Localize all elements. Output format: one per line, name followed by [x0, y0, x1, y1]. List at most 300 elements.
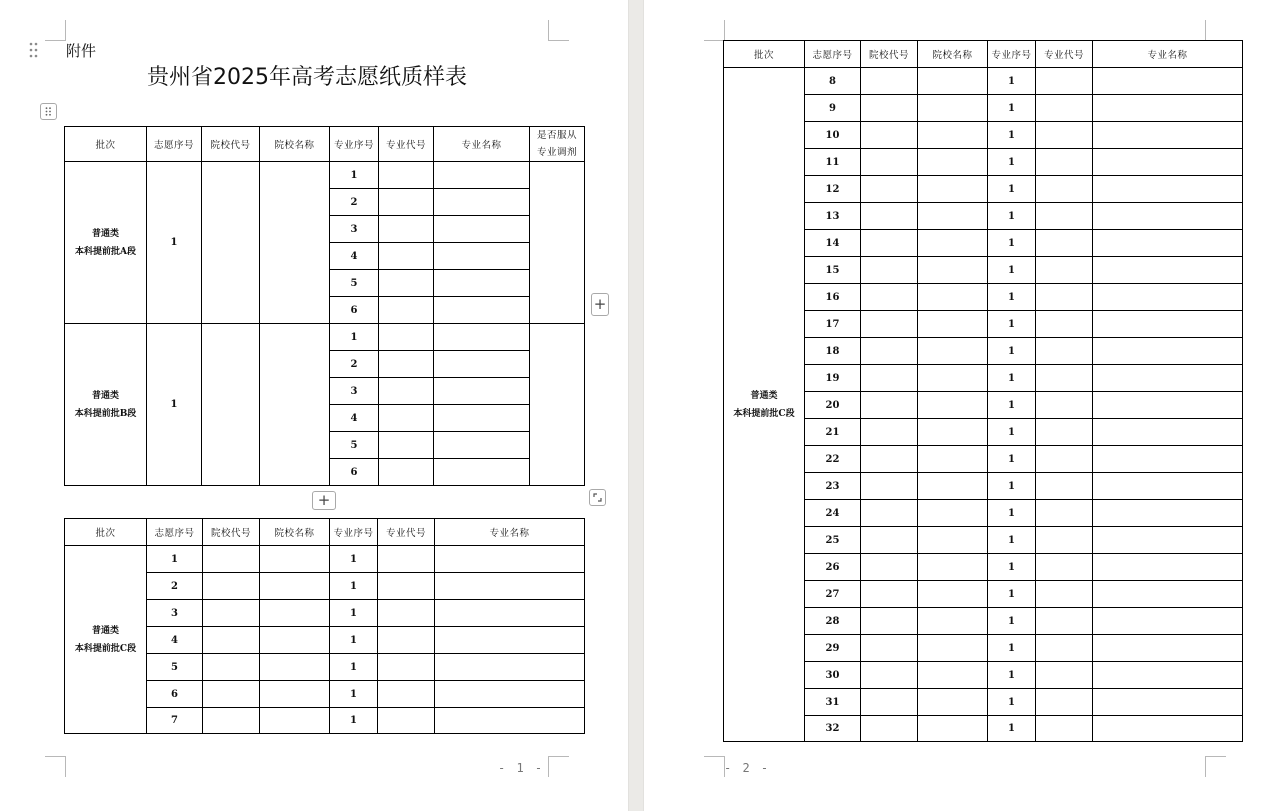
school-name-input[interactable] — [260, 708, 330, 734]
school-code-input[interactable] — [202, 162, 260, 324]
major-no-cell: 1 — [330, 627, 378, 654]
header-accept-adjustment — [530, 127, 585, 162]
major-name-input[interactable] — [1093, 338, 1243, 365]
school-name-input[interactable] — [918, 68, 988, 95]
school-name-input[interactable] — [918, 608, 988, 635]
table-header-row — [65, 127, 585, 162]
school-code-input[interactable] — [203, 546, 260, 573]
major-name-input[interactable] — [1093, 95, 1243, 122]
major-code-input[interactable] — [1036, 446, 1093, 473]
choice-no-cell: 26 — [805, 554, 861, 581]
add-column-button[interactable] — [591, 293, 609, 316]
major-code-input[interactable] — [378, 600, 435, 627]
header-choice-no: 志愿序号 — [147, 519, 203, 546]
margin-corner-top-right — [548, 20, 569, 41]
major-name-input[interactable] — [1093, 176, 1243, 203]
major-code-input[interactable] — [379, 297, 434, 324]
major-no-cell: 1 — [988, 581, 1036, 608]
major-code-input[interactable] — [379, 162, 434, 189]
volunteer-table-c-page1 — [64, 518, 585, 734]
major-no-cell: 1 — [988, 716, 1036, 742]
major-no-cell: 1 — [988, 230, 1036, 257]
major-no-cell: 3 — [330, 378, 379, 405]
major-no-cell: 2 — [330, 189, 379, 216]
major-code-input[interactable] — [1036, 473, 1093, 500]
major-no-cell: 4 — [330, 405, 379, 432]
table-row — [65, 324, 585, 351]
major-no-cell: 1 — [330, 681, 378, 708]
header-accept-adjustment-line1: 是否服从 — [536, 130, 577, 141]
choice-no-cell: 14 — [805, 230, 861, 257]
major-no-cell: 1 — [988, 95, 1036, 122]
school-name-input[interactable] — [260, 162, 330, 324]
header-major-name: 专业名称 — [434, 127, 530, 162]
attachment-label: 附件 — [66, 42, 97, 60]
school-name-input[interactable] — [918, 635, 988, 662]
batch-cell-c — [724, 68, 805, 742]
margin-corner-bottom-left — [45, 756, 66, 777]
major-name-input[interactable] — [434, 297, 530, 324]
major-name-input[interactable] — [434, 378, 530, 405]
major-no-cell: 1 — [988, 500, 1036, 527]
choice-no-cell: 15 — [805, 257, 861, 284]
major-name-input[interactable] — [1093, 581, 1243, 608]
major-no-cell: 5 — [330, 432, 379, 459]
school-name-input[interactable] — [918, 527, 988, 554]
header-major-no: 专业序号 — [330, 127, 379, 162]
major-name-input[interactable] — [434, 216, 530, 243]
major-code-input[interactable] — [378, 627, 435, 654]
school-name-input[interactable] — [918, 338, 988, 365]
school-code-input[interactable] — [861, 473, 918, 500]
major-code-input[interactable] — [1036, 176, 1093, 203]
major-name-input[interactable] — [435, 681, 585, 708]
major-code-input[interactable] — [1036, 230, 1093, 257]
margin-corner-bottom-left — [704, 756, 725, 777]
margin-corner-top-right — [1205, 20, 1226, 41]
major-no-cell: 1 — [988, 527, 1036, 554]
major-no-cell: 1 — [988, 392, 1036, 419]
school-code-input[interactable] — [861, 608, 918, 635]
choice-no-cell: 9 — [805, 95, 861, 122]
choice-no-cell: 5 — [147, 654, 203, 681]
major-code-input[interactable] — [379, 405, 434, 432]
school-name-input[interactable] — [918, 689, 988, 716]
choice-no-cell: 24 — [805, 500, 861, 527]
school-name-input[interactable] — [260, 324, 330, 486]
major-name-input[interactable] — [1093, 689, 1243, 716]
major-no-cell: 1 — [988, 635, 1036, 662]
school-code-input[interactable] — [861, 311, 918, 338]
major-name-input[interactable] — [434, 189, 530, 216]
school-code-input[interactable] — [861, 338, 918, 365]
major-name-input[interactable] — [1093, 527, 1243, 554]
major-name-input[interactable] — [434, 243, 530, 270]
school-code-input[interactable] — [861, 554, 918, 581]
major-no-cell: 1 — [988, 419, 1036, 446]
major-no-cell: 1 — [988, 311, 1036, 338]
major-name-input[interactable] — [1093, 554, 1243, 581]
choice-no-cell: 11 — [805, 149, 861, 176]
major-no-cell: 3 — [330, 216, 379, 243]
school-code-input[interactable] — [861, 581, 918, 608]
choice-no-cell: 10 — [805, 122, 861, 149]
school-name-input[interactable] — [918, 365, 988, 392]
school-name-input[interactable] — [260, 573, 330, 600]
table-resize-handle-icon[interactable] — [589, 489, 606, 506]
school-code-input[interactable] — [861, 392, 918, 419]
major-name-input[interactable] — [1093, 473, 1243, 500]
school-name-input[interactable] — [260, 600, 330, 627]
major-no-cell: 1 — [988, 203, 1036, 230]
major-name-input[interactable] — [434, 324, 530, 351]
school-name-input[interactable] — [918, 122, 988, 149]
school-name-input[interactable] — [918, 473, 988, 500]
major-no-cell: 1 — [330, 162, 379, 189]
school-name-input[interactable] — [918, 149, 988, 176]
choice-no-cell: 20 — [805, 392, 861, 419]
school-code-input[interactable] — [861, 365, 918, 392]
major-code-input[interactable] — [1036, 365, 1093, 392]
header-batch: 批次 — [65, 519, 147, 546]
add-row-button[interactable] — [312, 491, 336, 510]
school-code-input[interactable] — [861, 527, 918, 554]
major-name-input[interactable] — [1093, 392, 1243, 419]
school-code-input[interactable] — [861, 446, 918, 473]
header-major-name: 专业名称 — [435, 519, 585, 546]
school-code-input[interactable] — [861, 635, 918, 662]
choice-no-cell: 13 — [805, 203, 861, 230]
accept-adjustment-input[interactable] — [530, 162, 585, 324]
header-major-no: 专业序号 — [330, 519, 378, 546]
major-code-input[interactable] — [1036, 635, 1093, 662]
choice-no-cell: 17 — [805, 311, 861, 338]
school-code-input[interactable] — [861, 122, 918, 149]
major-code-input[interactable] — [1036, 149, 1093, 176]
school-name-input[interactable] — [918, 392, 988, 419]
choice-no-cell: 25 — [805, 527, 861, 554]
header-accept-adjustment-line2: 专业调剂 — [536, 147, 577, 158]
choice-no-cell: 4 — [147, 627, 203, 654]
major-code-input[interactable] — [378, 681, 435, 708]
major-code-input[interactable] — [379, 189, 434, 216]
choice-no-cell: 8 — [805, 68, 861, 95]
major-code-input[interactable] — [378, 654, 435, 681]
school-name-input[interactable] — [918, 311, 988, 338]
header-school-code: 院校代号 — [861, 41, 918, 68]
school-code-input[interactable] — [861, 68, 918, 95]
choice-no-cell: 3 — [147, 600, 203, 627]
major-no-cell: 1 — [988, 554, 1036, 581]
school-name-input[interactable] — [260, 627, 330, 654]
major-code-input[interactable] — [379, 432, 434, 459]
choice-no-cell: 16 — [805, 284, 861, 311]
choice-no-cell: 28 — [805, 608, 861, 635]
school-name-input[interactable] — [918, 716, 988, 742]
header-choice-no: 志愿序号 — [805, 41, 861, 68]
school-name-input[interactable] — [918, 581, 988, 608]
major-code-input[interactable] — [379, 351, 434, 378]
major-no-cell: 6 — [330, 297, 379, 324]
school-name-input[interactable] — [260, 681, 330, 708]
major-code-input[interactable] — [1036, 122, 1093, 149]
major-name-input[interactable] — [1093, 608, 1243, 635]
header-batch: 批次 — [65, 127, 147, 162]
batch-category-label: 普通类 — [750, 390, 778, 401]
major-name-input[interactable] — [434, 405, 530, 432]
school-code-input[interactable] — [203, 573, 260, 600]
school-name-input[interactable] — [918, 203, 988, 230]
batch-a-label: 本科提前批A段 — [75, 246, 136, 257]
major-name-input[interactable] — [1093, 122, 1243, 149]
major-name-input[interactable] — [1093, 446, 1243, 473]
header-major-code: 专业代号 — [378, 519, 435, 546]
major-no-cell: 4 — [330, 243, 379, 270]
major-name-input[interactable] — [435, 708, 585, 734]
school-name-input[interactable] — [918, 419, 988, 446]
batch-category-label: 普通类 — [91, 390, 119, 401]
major-name-input[interactable] — [1093, 257, 1243, 284]
major-code-input[interactable] — [1036, 554, 1093, 581]
school-code-input[interactable] — [861, 203, 918, 230]
header-batch: 批次 — [724, 41, 805, 68]
major-code-input[interactable] — [1036, 716, 1093, 742]
school-name-input[interactable] — [918, 176, 988, 203]
major-name-input[interactable] — [434, 351, 530, 378]
major-name-input[interactable] — [1093, 68, 1243, 95]
choice-no-cell: 7 — [147, 708, 203, 734]
school-code-input[interactable] — [203, 627, 260, 654]
major-code-input[interactable] — [1036, 311, 1093, 338]
major-name-input[interactable] — [1093, 311, 1243, 338]
major-no-cell: 1 — [330, 546, 378, 573]
major-code-input[interactable] — [378, 546, 435, 573]
volunteer-table-c-page2 — [723, 40, 1243, 742]
school-code-input[interactable] — [203, 681, 260, 708]
header-school-code: 院校代号 — [203, 519, 260, 546]
major-name-input[interactable] — [1093, 500, 1243, 527]
choice-no-cell: 27 — [805, 581, 861, 608]
major-code-input[interactable] — [379, 378, 434, 405]
major-code-input[interactable] — [1036, 257, 1093, 284]
school-name-input[interactable] — [918, 284, 988, 311]
major-name-input[interactable] — [434, 459, 530, 486]
choice-no-cell: 30 — [805, 662, 861, 689]
page-separator — [628, 0, 644, 811]
margin-corner-top-left — [704, 20, 725, 41]
school-name-input[interactable] — [918, 257, 988, 284]
major-no-cell: 6 — [330, 459, 379, 486]
page-title: 贵州省2025年高考志愿纸质样表 — [147, 65, 467, 90]
major-name-input[interactable] — [1093, 419, 1243, 446]
choice-no-cell: 12 — [805, 176, 861, 203]
major-code-input[interactable] — [1036, 284, 1093, 311]
choice-no-cell: 1 — [147, 546, 203, 573]
choice-no-cell: 2 — [147, 573, 203, 600]
major-code-input[interactable] — [379, 270, 434, 297]
school-name-input[interactable] — [918, 500, 988, 527]
major-code-input[interactable] — [1036, 527, 1093, 554]
school-code-input[interactable] — [861, 95, 918, 122]
choice-no-cell: 19 — [805, 365, 861, 392]
school-code-input[interactable] — [861, 716, 918, 742]
school-code-input[interactable] — [861, 500, 918, 527]
major-no-cell: 1 — [988, 689, 1036, 716]
table-header-row — [724, 41, 1243, 68]
header-choice-no: 志愿序号 — [147, 127, 202, 162]
major-code-input[interactable] — [1036, 68, 1093, 95]
school-name-input[interactable] — [918, 662, 988, 689]
batch-c-label: 本科提前批C段 — [733, 408, 795, 419]
major-no-cell: 1 — [988, 176, 1036, 203]
major-code-input[interactable] — [378, 573, 435, 600]
major-no-cell: 1 — [988, 68, 1036, 95]
header-school-name: 院校名称 — [260, 127, 330, 162]
major-name-input[interactable] — [435, 627, 585, 654]
choice-no-cell: 18 — [805, 338, 861, 365]
major-name-input[interactable] — [1093, 284, 1243, 311]
header-major-code: 专业代号 — [379, 127, 434, 162]
page-number: - 1 - — [498, 761, 545, 775]
choice-no-cell: 31 — [805, 689, 861, 716]
major-code-input[interactable] — [1036, 689, 1093, 716]
school-code-input[interactable] — [202, 324, 260, 486]
school-name-input[interactable] — [260, 546, 330, 573]
major-no-cell: 1 — [988, 338, 1036, 365]
major-no-cell: 1 — [988, 122, 1036, 149]
major-code-input[interactable] — [1036, 419, 1093, 446]
major-name-input[interactable] — [435, 600, 585, 627]
major-code-input[interactable] — [1036, 500, 1093, 527]
major-no-cell: 1 — [988, 662, 1036, 689]
volunteer-table-ab — [64, 126, 585, 486]
choice-no-cell: 22 — [805, 446, 861, 473]
major-no-cell: 5 — [330, 270, 379, 297]
major-no-cell: 1 — [988, 149, 1036, 176]
header-school-name: 院校名称 — [260, 519, 330, 546]
school-name-input[interactable] — [918, 230, 988, 257]
major-code-input[interactable] — [1036, 581, 1093, 608]
major-no-cell: 1 — [330, 708, 378, 734]
major-name-input[interactable] — [1093, 230, 1243, 257]
batch-c-label: 本科提前批C段 — [74, 643, 137, 654]
margin-corner-bottom-right — [548, 756, 569, 777]
margin-corner-bottom-right — [1205, 756, 1226, 777]
major-no-cell: 1 — [988, 284, 1036, 311]
batch-category-label: 普通类 — [91, 625, 119, 636]
choice-no-cell: 1 — [147, 324, 202, 486]
header-major-name: 专业名称 — [1093, 41, 1243, 68]
major-name-input[interactable] — [435, 654, 585, 681]
batch-cell-b — [65, 324, 147, 486]
school-code-input[interactable] — [203, 600, 260, 627]
major-no-cell: 1 — [988, 608, 1036, 635]
choice-no-cell: 21 — [805, 419, 861, 446]
school-code-input[interactable] — [861, 257, 918, 284]
major-no-cell: 1 — [988, 257, 1036, 284]
header-major-no: 专业序号 — [988, 41, 1036, 68]
accept-adjustment-input[interactable] — [530, 324, 585, 486]
page-number: - 2 - — [724, 761, 771, 775]
table-row — [65, 546, 585, 573]
batch-cell-c — [65, 546, 147, 734]
major-no-cell: 1 — [988, 365, 1036, 392]
page-1 — [0, 0, 628, 811]
major-name-input[interactable] — [435, 546, 585, 573]
school-name-input[interactable] — [918, 446, 988, 473]
major-no-cell: 1 — [330, 600, 378, 627]
major-code-input[interactable] — [1036, 203, 1093, 230]
school-name-input[interactable] — [918, 554, 988, 581]
major-code-input[interactable] — [1036, 95, 1093, 122]
header-major-code: 专业代号 — [1036, 41, 1093, 68]
school-code-input[interactable] — [861, 689, 918, 716]
plus-icon: + — [317, 491, 331, 509]
major-code-input[interactable] — [379, 216, 434, 243]
choice-no-cell: 23 — [805, 473, 861, 500]
choice-no-cell: 32 — [805, 716, 861, 742]
major-name-input[interactable] — [434, 270, 530, 297]
table-header-row — [65, 519, 585, 546]
school-code-input[interactable] — [861, 284, 918, 311]
major-no-cell: 1 — [330, 324, 379, 351]
school-code-input[interactable] — [861, 662, 918, 689]
major-name-input[interactable] — [434, 432, 530, 459]
major-name-input[interactable] — [434, 162, 530, 189]
major-code-input[interactable] — [379, 243, 434, 270]
school-name-input[interactable] — [260, 654, 330, 681]
major-code-input[interactable] — [379, 324, 434, 351]
choice-no-cell: 1 — [147, 162, 202, 324]
table-row — [724, 68, 1243, 95]
batch-category-label: 普通类 — [91, 228, 119, 239]
major-name-input[interactable] — [1093, 662, 1243, 689]
school-code-input[interactable] — [203, 708, 260, 734]
major-no-cell: 1 — [988, 473, 1036, 500]
major-name-input[interactable] — [1093, 365, 1243, 392]
major-no-cell: 1 — [330, 573, 378, 600]
margin-corner-top-left — [45, 20, 66, 41]
major-code-input[interactable] — [1036, 662, 1093, 689]
school-code-input[interactable] — [861, 149, 918, 176]
major-name-input[interactable] — [1093, 635, 1243, 662]
major-name-input[interactable] — [1093, 203, 1243, 230]
choice-no-cell: 6 — [147, 681, 203, 708]
table-row — [65, 162, 585, 189]
major-code-input[interactable] — [378, 708, 435, 734]
paragraph-drag-handle-icon[interactable] — [29, 42, 39, 58]
school-code-input[interactable] — [203, 654, 260, 681]
school-code-input[interactable] — [861, 230, 918, 257]
plus-icon: + — [593, 295, 607, 313]
batch-b-label: 本科提前批B段 — [74, 408, 137, 419]
major-name-input[interactable] — [435, 573, 585, 600]
school-name-input[interactable] — [918, 95, 988, 122]
header-school-name: 院校名称 — [918, 41, 988, 68]
table-move-handle-icon[interactable] — [40, 103, 57, 120]
major-code-input[interactable] — [1036, 392, 1093, 419]
page-2 — [644, 0, 1270, 811]
batch-cell-a — [65, 162, 147, 324]
major-code-input[interactable] — [379, 459, 434, 486]
school-code-input[interactable] — [861, 176, 918, 203]
major-name-input[interactable] — [1093, 716, 1243, 742]
major-code-input[interactable] — [1036, 608, 1093, 635]
choice-no-cell: 29 — [805, 635, 861, 662]
major-name-input[interactable] — [1093, 149, 1243, 176]
school-code-input[interactable] — [861, 419, 918, 446]
major-code-input[interactable] — [1036, 338, 1093, 365]
